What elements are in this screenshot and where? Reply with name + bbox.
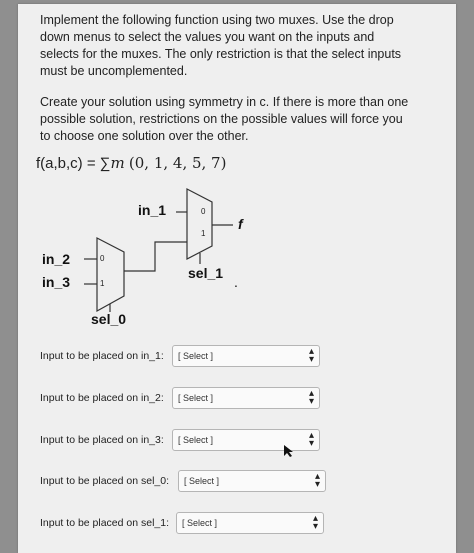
- minterm-symbol: m: [110, 154, 125, 172]
- mouse-cursor-icon: [283, 444, 295, 458]
- instructions-paragraph-2: Create your solution using symmetry in c. If there is more than one possible solution, restrictions on the possible values will force you to choose one solution over the other.: [40, 95, 409, 143]
- in-1-select-value: [ Select ]: [178, 351, 214, 361]
- up-down-arrows-icon: ▴ ▾: [308, 346, 314, 365]
- sel-1-select-value: [ Select ]: [182, 518, 218, 528]
- in-1-label: Input to be placed on in_1:: [40, 350, 164, 362]
- mux-0-input-1-label: 1: [100, 279, 105, 288]
- mux-0-output-wire: [124, 242, 187, 271]
- label-f-output: f: [238, 216, 243, 232]
- sel-0-label: Input to be placed on sel_0:: [40, 475, 170, 487]
- stray-dot: .: [234, 274, 238, 290]
- sel-0-select-value: [ Select ]: [184, 476, 220, 486]
- in-3-select-value: [ Select ]: [178, 435, 214, 445]
- in-2-label: Input to be placed on in_2:: [40, 392, 164, 404]
- label-sel-1: sel_1: [188, 265, 224, 281]
- form-row-sel-0: [40, 470, 330, 494]
- in-2-select[interactable]: [172, 387, 320, 409]
- instructions-paragraph-1: Implement the following function using two muxes. Use the drop down menus to select the values you want on the inputs and selects for the muxes. The only restriction is that the select inputs must be uncomplemented.: [40, 13, 402, 78]
- up-down-arrows-icon: ▴ ▾: [308, 388, 314, 407]
- up-down-arrows-icon: ▴ ▾: [308, 430, 314, 449]
- in-1-select[interactable]: [172, 345, 320, 367]
- label-in-2: in_2: [42, 251, 71, 267]
- mux-1-input-0-label: 0: [201, 207, 206, 216]
- form-row-in-2: [40, 387, 330, 411]
- in-3-label: Input to be placed on in_3:: [40, 434, 164, 446]
- mux-0-shape: [97, 238, 124, 311]
- sel-1-select[interactable]: [176, 512, 324, 534]
- form-row-in-1: [40, 345, 330, 369]
- form-row-sel-1: [40, 512, 330, 536]
- mux-1-input-1-label: 1: [201, 229, 206, 238]
- formula-lhs: f(a,b,c) =: [36, 155, 100, 172]
- label-sel-0: sel_0: [91, 311, 127, 327]
- mux-0-input-0-label: 0: [100, 254, 105, 263]
- label-in-1: in_1: [138, 202, 167, 218]
- minterm-list: (0, 1, 4, 5, 7): [128, 154, 227, 172]
- mux-1-shape: [187, 189, 212, 259]
- in-3-select[interactable]: [172, 429, 320, 451]
- sel-1-label: Input to be placed on sel_1:: [40, 517, 170, 529]
- sigma-symbol: ∑: [99, 155, 111, 172]
- up-down-arrows-icon: ▴ ▾: [314, 471, 320, 490]
- in-2-select-value: [ Select ]: [178, 393, 214, 403]
- label-in-3: in_3: [42, 274, 71, 290]
- up-down-arrows-icon: ▴ ▾: [312, 513, 318, 532]
- sel-0-select[interactable]: [178, 470, 326, 492]
